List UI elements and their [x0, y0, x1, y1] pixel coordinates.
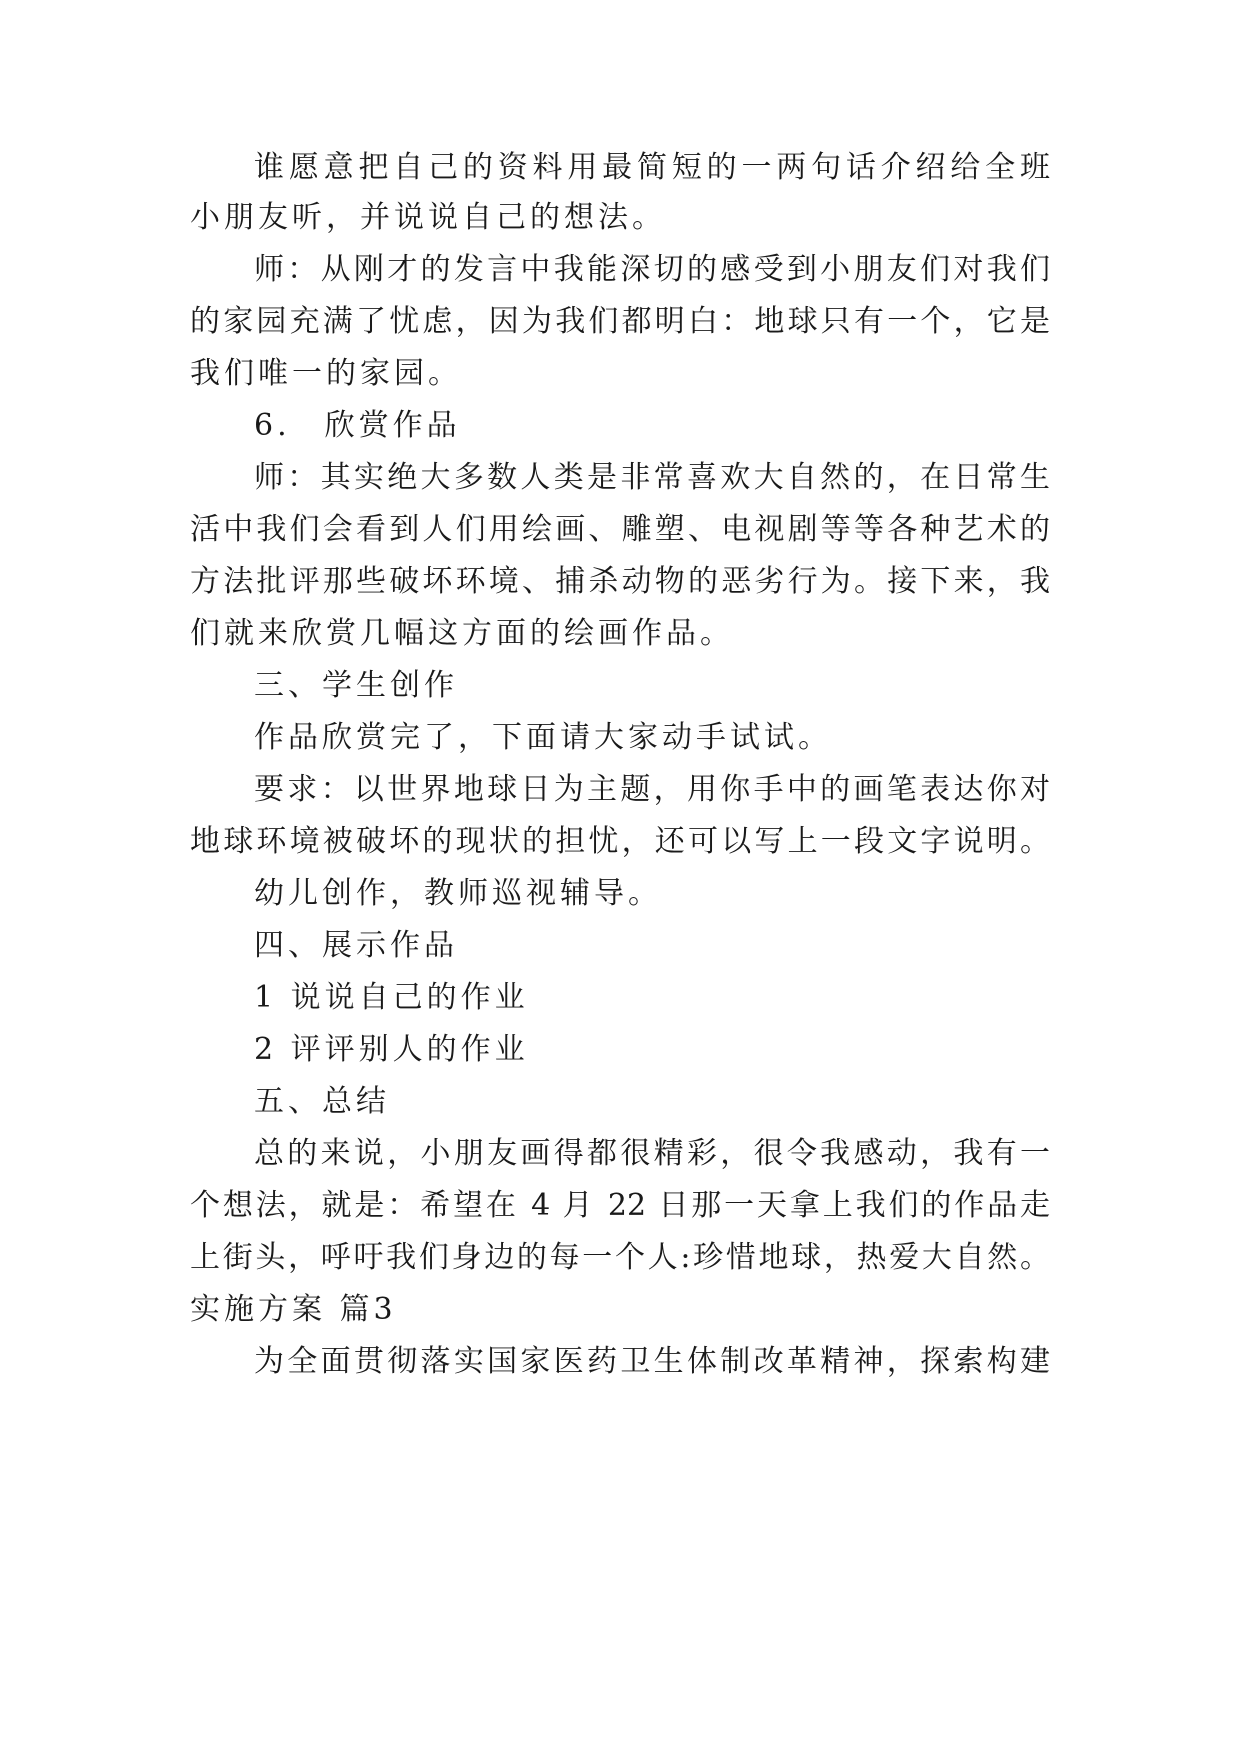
section-heading: 五、总结 — [254, 1084, 390, 1119]
list-item: 1 说说自己的作业 — [254, 980, 529, 1015]
paragraph-line: 师：其实绝大多数人类是非常喜欢大自然的，在日常生 — [254, 460, 1050, 495]
list-item: 2 评评别人的作业 — [254, 1032, 529, 1067]
paragraph-line: 师：从刚才的发言中我能深切的感受到小朋友们对我们 — [254, 252, 1050, 287]
paragraph-line: 幼儿创作，教师巡视辅导。 — [254, 876, 662, 911]
paragraph-line: 我们唯一的家园。 — [190, 356, 462, 391]
section-title: 实施方案 篇3 — [190, 1292, 397, 1327]
paragraph-line: 总的来说，小朋友画得都很精彩，很令我感动，我有一 — [254, 1136, 1050, 1171]
paragraph-line: 为全面贯彻落实国家医药卫生体制改革精神，探索构建 — [254, 1344, 1050, 1379]
paragraph-line: 地球环境被破坏的现状的担忧，还可以写上一段文字说明。 — [190, 824, 1050, 859]
paragraph-line: 谁愿意把自己的资料用最简短的一两句话介绍给全班 — [254, 150, 1050, 185]
paragraph-line: 小朋友听，并说说自己的想法。 — [190, 200, 666, 235]
section-heading: 三、学生创作 — [254, 668, 458, 703]
paragraph-line: 要求：以世界地球日为主题，用你手中的画笔表达你对 — [254, 772, 1050, 807]
paragraph-line: 上街头，呼吁我们身边的每一个人:珍惜地球，热爱大自然。 — [190, 1240, 1050, 1275]
section-heading: 四、展示作品 — [254, 928, 458, 963]
paragraph-line: 方法批评那些破坏环境、捕杀动物的恶劣行为。接下来，我 — [190, 564, 1050, 599]
paragraph-line: 们就来欣赏几幅这方面的绘画作品。 — [190, 616, 734, 651]
paragraph-line: 活中我们会看到人们用绘画、雕塑、电视剧等等各种艺术的 — [190, 512, 1050, 547]
section-heading: 6. 欣赏作品 — [254, 408, 461, 443]
paragraph-line: 的家园充满了忧虑，因为我们都明白：地球只有一个，它是 — [190, 304, 1050, 339]
paragraph-line: 个想法，就是：希望在 4 月 22 日那一天拿上我们的作品走 — [190, 1188, 1050, 1223]
paragraph-line: 作品欣赏完了，下面请大家动手试试。 — [254, 720, 832, 755]
